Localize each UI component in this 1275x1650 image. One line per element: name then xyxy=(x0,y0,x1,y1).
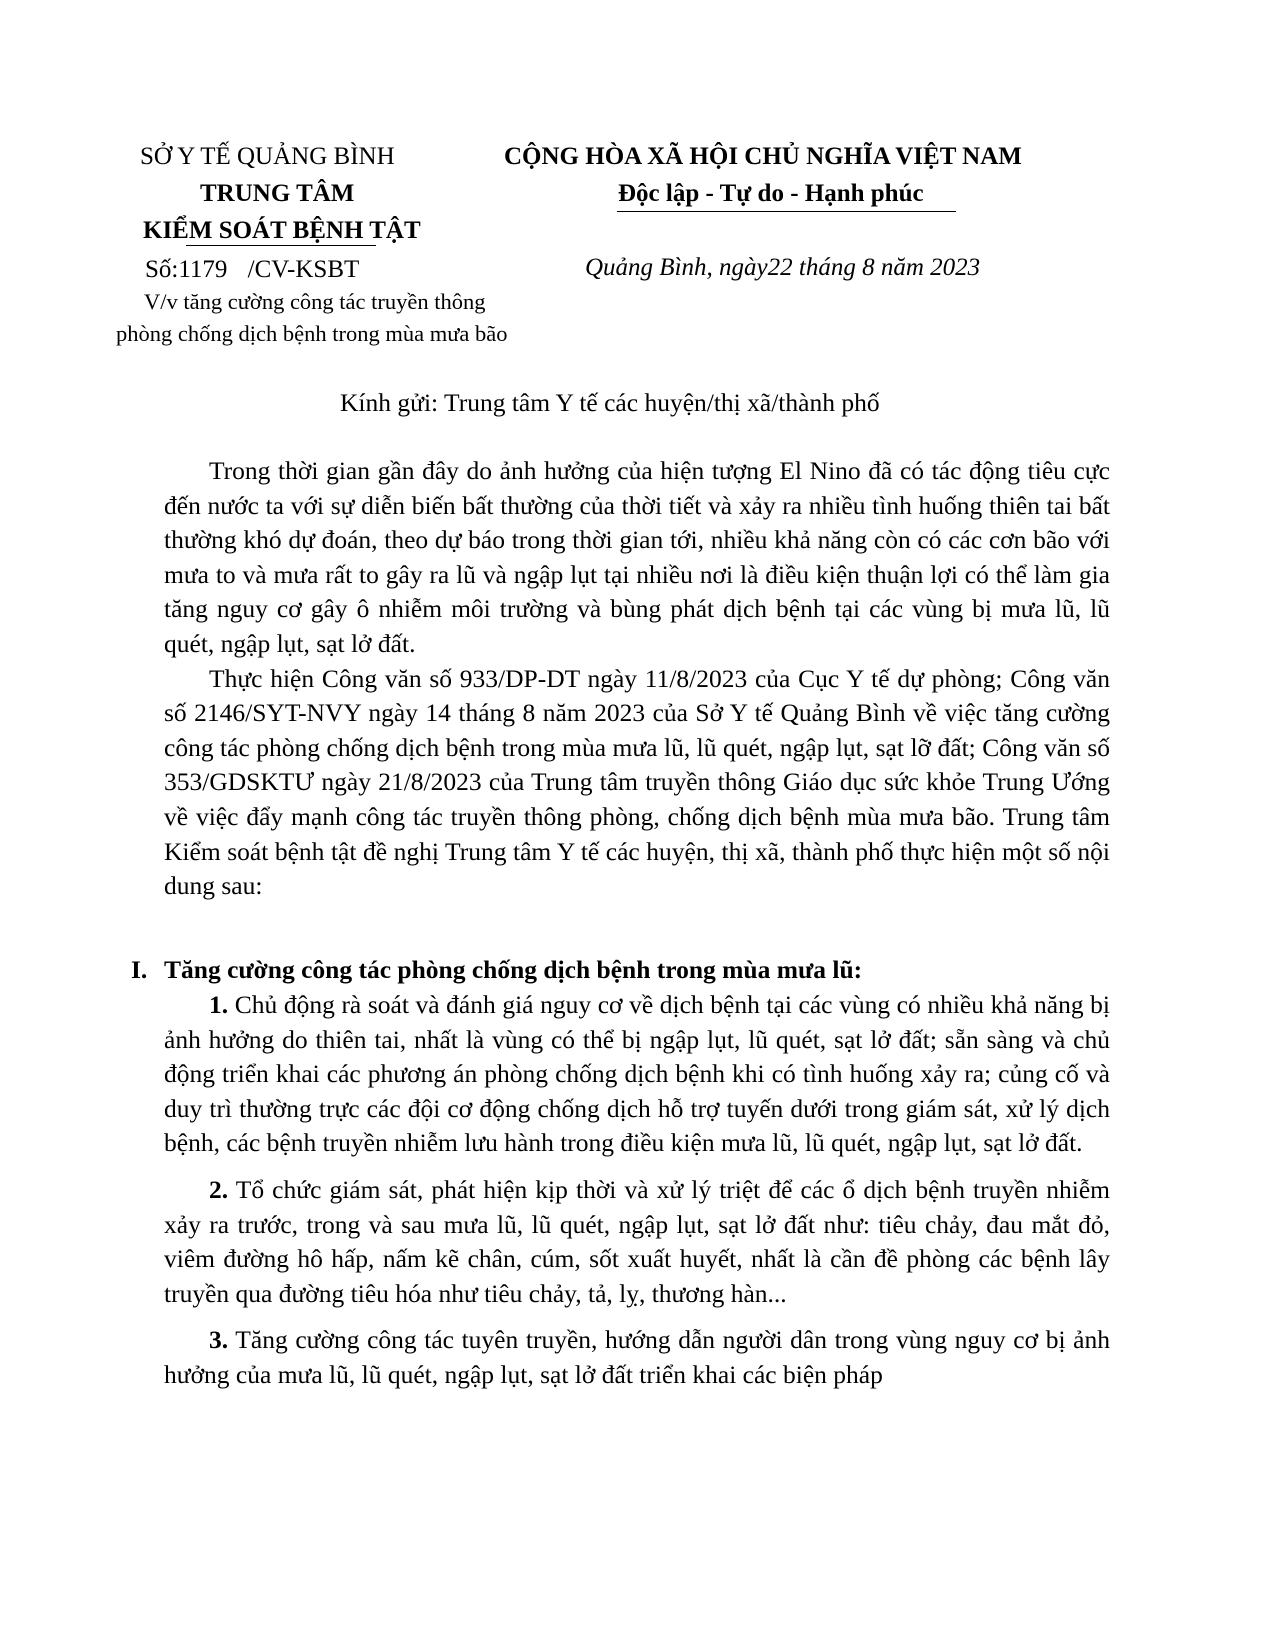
section-heading xyxy=(131,953,862,987)
item-number: 2. xyxy=(209,1174,229,1204)
list-item xyxy=(164,1323,1110,1392)
item-text: Tăng cường công tác tuyên truyền, hướng dẫn người dân trong vùng nguy cơ bị ảnh hưởng của mưa lũ, lũ quét, ngập lụt, sạt lở đất triển khai các biện pháp xyxy=(164,1325,1111,1389)
item-text: Tổ chức giám sát, phát hiện kịp thời và xử lý triệt để các ổ dịch bệnh truyền nhiễm xảy ra trước, trong và sau mưa lũ, lũ quét, ngập lụt, sạt lở đất như: tiêu chảy, đau mắt đỏ, viêm đường hô hấp, nấm kẽ chân, cúm, sốt xuất huyết, nhất là cần đề phòng các bệnh lây truyền qua đường tiêu hóa như tiêu chảy, tả, lỵ, thương hàn... xyxy=(164,1174,1110,1308)
agency-name-line2: KIỂM SOÁT BỆNH TẬT xyxy=(143,217,421,244)
section-title: Tăng cường công tác phòng chống dịch bệnh trong mùa mưa lũ: xyxy=(164,955,863,984)
section-items xyxy=(164,988,1110,1393)
subject-line-1: V/v tăng cường công tác truyền thông xyxy=(144,289,486,314)
document-number: Số:1179 /CV-KSBT xyxy=(145,256,360,283)
national-motto: Độc lập - Tự do - Hạnh phúc xyxy=(618,180,924,207)
paragraph-references: Thực hiện Công văn số 933/DP-DT ngày 11/8/2023 của Cục Y tế dự phòng; Công văn số 2146/SYT-NVY ngày 14 tháng 8 năm 2023 của Sở Y tế Quảng Bình về việc tăng cường công tác phòng chống dịch bệnh trong mùa mưa lũ, lũ quét, ngập lụt, sạt lỡ đất; Công văn số 353/GDSKTƯ ngày 21/8/2023 của Trung tâm truyền thông Giáo dục sức khỏe Trung Ướng về việc đẩy mạnh công tác truyền thông phòng, chống dịch bệnh mùa mưa bão. Trung tâm Kiểm soát bệnh tật đề nghị Trung tâm Y tế các huyện, thị xã, thành phố thực hiện một số nội dung sau: xyxy=(164,663,1110,901)
agency-name-line1: TRUNG TÂM xyxy=(200,180,355,207)
list-item xyxy=(164,1173,1110,1311)
section-number: I. xyxy=(131,955,148,984)
list-item xyxy=(164,988,1110,1161)
subject-line-2: phòng chống dịch bệnh trong mùa mưa bão xyxy=(116,321,508,346)
item-text: Chủ động rà soát và đánh giá nguy cơ về dịch bệnh tại các vùng có nhiều khả năng bị ảnh hưởng do thiên tai, nhất là vùng có thể bị ngập lụt, lũ quét, sạt lở đất; sẵn sàng và chủ động triển khai các phương án phòng chống dịch bệnh khi có tình huống xảy ra; củng cố và duy trì thường trực các đội cơ động chống dịch hỗ trợ tuyến dưới trong giám sát, xử lý dịch bệnh, các bệnh truyền nhiễm lưu hành trong điều kiện mưa lũ, lũ quét, ngập lụt, sạt lở đất. xyxy=(164,990,1110,1158)
item-number: 3. xyxy=(209,1325,229,1355)
item-number: 1. xyxy=(209,990,229,1019)
paragraph-context: Trong thời gian gần đây do ảnh hưởng của hiện tượng El Nino đã có tác động tiêu cực đến nước ta với sự diễn biến bất thường của thời tiết và xảy ra nhiều tình huống thiên tai bất thường khó dự đoán, theo dự báo trong thời gian tới, nhiều khả năng còn có các cơn bão với mưa to và mưa rất to gây ra lũ và ngập lụt tại nhiều nơi là điều kiện thuận lợi có thể làm gia tăng nguy cơ gây ô nhiễm môi trường và bùng phát dịch bệnh tại các vùng bị mưa lũ, lũ quét, ngập lụt, sạt lở đất. xyxy=(164,456,1110,658)
agency-parent: SỞ Y TẾ QUẢNG BÌNH xyxy=(140,143,395,170)
agency-underline xyxy=(186,245,376,246)
recipient-line: Kính gửi: Trung tâm Y tế các huyện/thị xã/thành phố xyxy=(340,388,880,417)
body-intro xyxy=(164,454,1110,904)
nation-title: CỘNG HÒA XÃ HỘI CHỦ NGHĨA VIỆT NAM xyxy=(504,143,1022,170)
motto-underline xyxy=(617,211,956,212)
place-and-date: Quảng Bình, ngày22 tháng 8 năm 2023 xyxy=(585,254,981,281)
